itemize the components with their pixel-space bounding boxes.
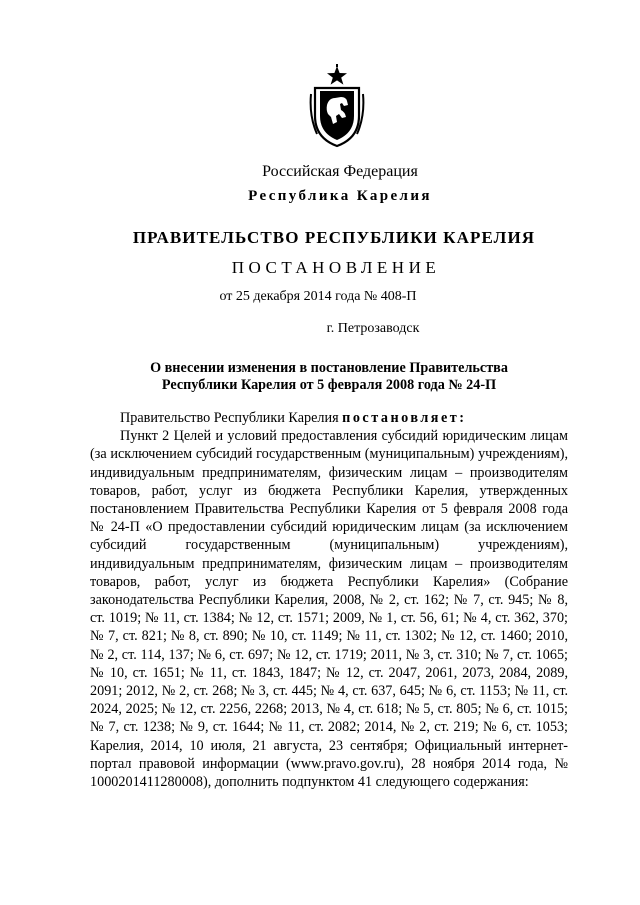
federation-heading: Российская Федерация — [262, 163, 418, 180]
document-type: ПОСТАНОВЛЕНИЕ — [231, 258, 441, 277]
preamble-paragraph — [90, 409, 568, 427]
document-date-number: от 25 декабря 2014 года № 408-П — [219, 289, 417, 304]
title-line-2: Республики Карелия от 5 февраля 2008 года № 24-П — [161, 376, 497, 393]
government-heading: ПРАВИТЕЛЬСТВО РЕСПУБЛИКИ КАРЕЛИЯ — [132, 228, 536, 247]
document-body — [90, 409, 568, 791]
document-city: г. Петрозаводск — [326, 321, 420, 336]
preamble-text: Правительство Республики Карелия — [120, 410, 343, 426]
main-paragraph: Пункт 2 Целей и условий предоставления субсидий юридическим лицам (за исключением субсидий государственным (муниципальным) учреждениям), индивидуальным предпринимателям, физическим лицам – производителям товаров, работ, услуг из бюджета Республики Карелия, утвержденных постановлением Правительства Республики Карелия от 5 февраля 2008 года № 24-П «О предоставлении субсидий юридическим лицам (за исключением субсидий государственным (муниципальным) учреждениям), индивидуальным предпринимателям, физическим лицам – производителям товаров, работ, услуг из бюджета Республики Карелия» (Собрание законодательства Республики Карелия, 2008, № 2, ст. 162; № 7, ст. 945; № 8, ст. 1019; № 11, ст. 1384; № 12, ст. 1571; 2009, № 1, ст. 56, 61; № 4, ст. 362, 370; № 7, ст. 821; № 8, ст. 890; № 10, ст. 1149; № 11, ст. 1302; № 12, ст. 1460; 2010, № 2, ст. 114, 137; № 6, ст. 697; № 12, ст. 1719; 2011, № 3, ст. 310; № 7, ст. 1065; № 10, ст. 1651; № 11, ст. 1843, 1847; № 12, ст. 2047, 2061, 2073, 2084, 2089, 2091; 2012, № 2, ст. 268; № 3, ст. 445; № 4, ст. 637, 645; № 6, ст. 1153; № 11, ст. 2024, 2025; № 12, ст. 2256, 2268; 2013, № 4, ст. 618; № 5, ст. 805; № 6, ст. 1015; № 7, ст. 1238; № 9, ст. 1644; № 11, ст. 2082; 2014, № 2, ст. 219; № 6, ст. 1053; Карелия, 2014, 10 июля, 21 августа, 23 сентября; Официальный интернет-портал правовой информации (www.pravo.gov.ru), 28 ноября 2014 года, № 1000201411280008), дополнить подпунктом 41 следующего содержания: — [90, 428, 568, 791]
document-title — [90, 360, 568, 393]
coat-of-arms-icon — [307, 64, 367, 148]
star-icon — [327, 64, 347, 85]
republic-heading: Республика Карелия — [248, 188, 432, 204]
resolves-word: постановляет: — [342, 410, 467, 426]
title-line-1: О внесении изменения в постановление Правительства — [150, 360, 508, 376]
